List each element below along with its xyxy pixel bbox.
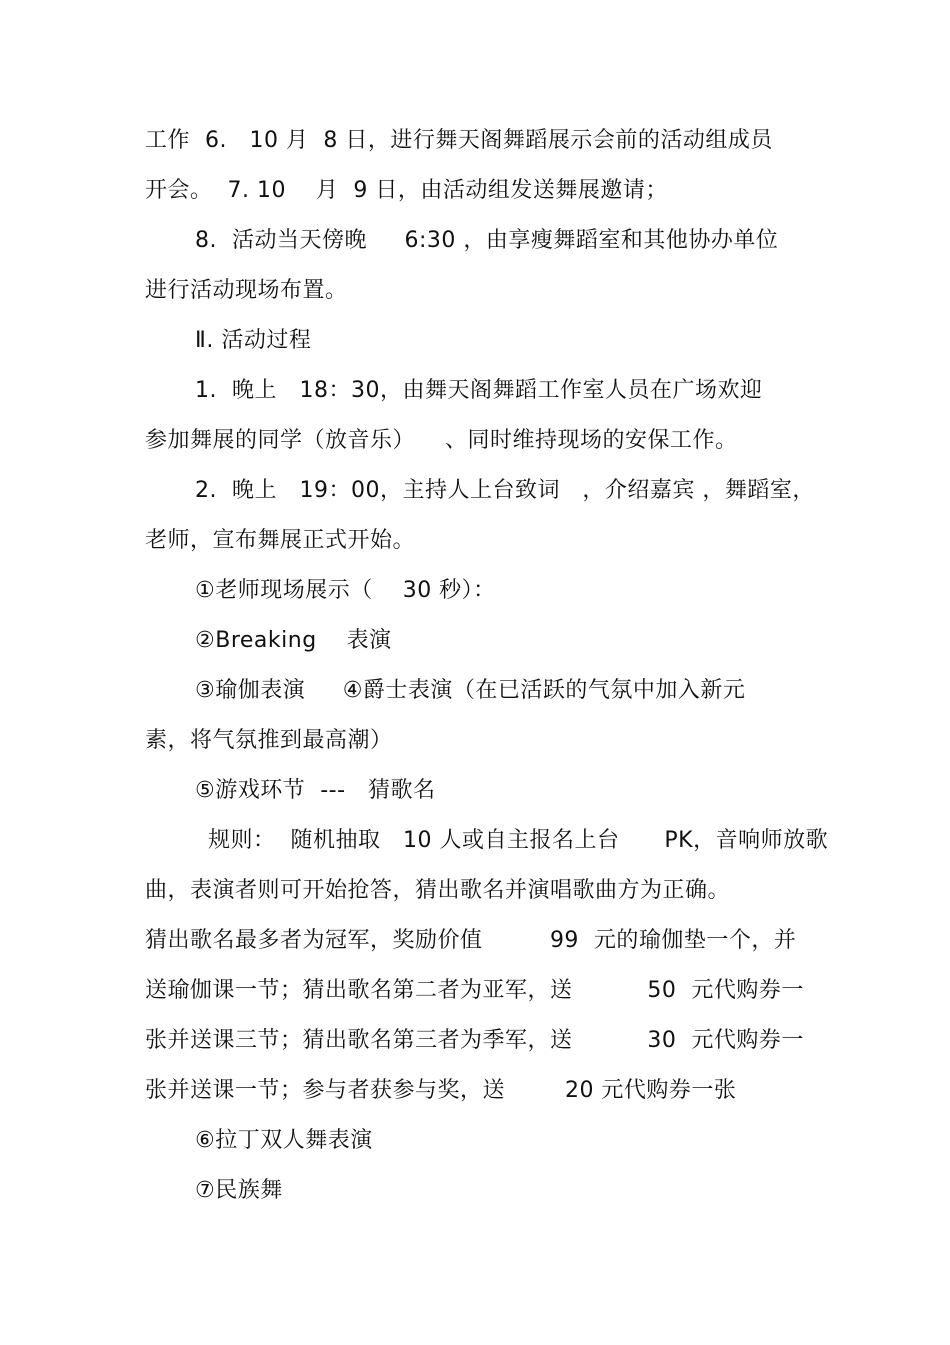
text-line: 猜出歌名最多者为冠军，奖励价值 99 元的瑜伽垫一个，并 [145, 928, 797, 953]
text-line: 进行活动现场布置。 [145, 278, 348, 303]
list-item: ③瑜伽表演 ④爵士表演（在已活跃的气氛中加入新元 [195, 678, 746, 703]
text-line: 送瑜伽课一节；猜出歌名第二者为亚军，送 50 元代购券一 [145, 978, 804, 1003]
text-line: 2. 晚上 19：00，主持人上台致词 ，介绍嘉宾 ，舞蹈室， [195, 478, 815, 503]
text-line: 工作 6. 10 月 8 日，进行舞天阁舞蹈展示会前的活动组成员 [145, 128, 773, 153]
list-item: ⑥拉丁双人舞表演 [195, 1128, 373, 1153]
text-line: 素，将气氛推到最高潮） [145, 728, 393, 753]
text-line: 张并送课一节；参与者获参与奖，送 20 元代购券一张 [145, 1078, 737, 1103]
text-line: 张并送课三节；猜出歌名第三者为季军，送 30 元代购券一 [145, 1028, 804, 1053]
list-item: ⑤游戏环节 --- 猜歌名 [195, 778, 436, 803]
section-heading: Ⅱ. 活动过程 [195, 328, 312, 353]
list-item: ②Breaking 表演 [195, 628, 392, 653]
text-line: 1. 晚上 18：30，由舞天阁舞蹈工作室人员在广场欢迎 [195, 378, 763, 403]
list-item: ⑦民族舞 [195, 1178, 283, 1203]
text-line: 老师，宣布舞展正式开始。 [145, 528, 416, 553]
text-line: 8. 活动当天傍晚 6:30 ，由享瘦舞蹈室和其他协办单位 [195, 228, 779, 253]
text-line: 曲，表演者则可开始抢答，猜出歌名并演唱歌曲方为正确。 [145, 878, 731, 903]
text-line: 参加舞展的同学（放音乐） 、同时维持现场的安保工作。 [145, 428, 738, 453]
text-line: 规则： 随机抽取 10 人或自主报名上台 PK，音响师放歌 [208, 828, 829, 853]
list-item: ①老师现场展示（ 30 秒）： [195, 578, 496, 603]
text-line: 开会。 7. 10 月 9 日，由活动组发送舞展邀请； [145, 178, 668, 203]
